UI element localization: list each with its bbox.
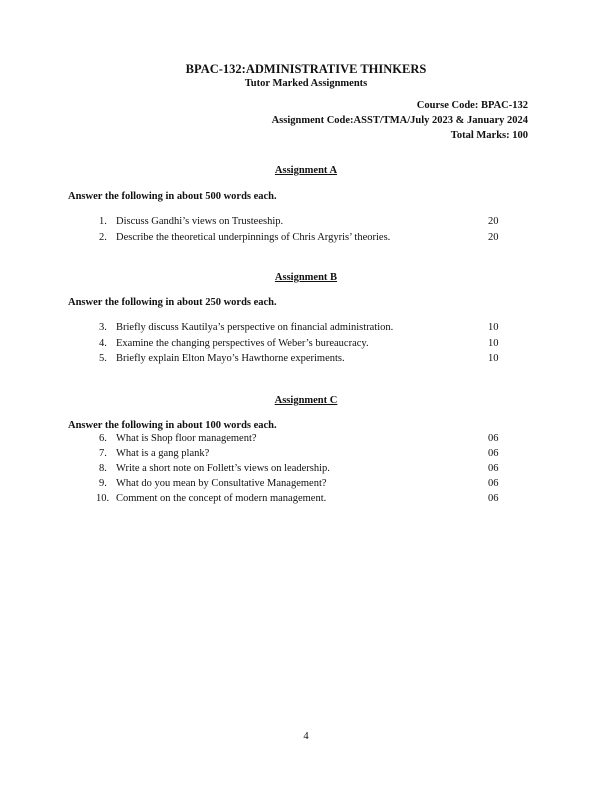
question-number: 9.	[99, 478, 107, 489]
course-code: Course Code: BPAC-132	[416, 100, 528, 111]
question-number: 1.	[99, 216, 107, 227]
question-marks: 06	[488, 448, 499, 459]
section-heading-c: Assignment C	[274, 395, 338, 406]
question-text: What do you mean by Consultative Management?	[116, 478, 327, 489]
page-number: 4	[303, 731, 309, 742]
section-heading-a: Assignment A	[274, 165, 338, 176]
question-number: 2.	[99, 232, 107, 243]
question-marks: 06	[488, 478, 499, 489]
question-text: Briefly discuss Kautilya’s perspective on financial administration.	[116, 322, 394, 333]
question-text: Briefly explain Elton Mayo’s Hawthorne experiments.	[116, 353, 345, 364]
question-text: What is Shop floor management?	[116, 433, 257, 444]
document-title: BPAC-132:ADMINISTRATIVE THINKERS	[185, 62, 427, 76]
assignment-code: Assignment Code:ASST/TMA/July 2023 & January 2024	[271, 115, 528, 126]
section-instruction-c: Answer the following in about 100 words each.	[68, 420, 277, 431]
question-marks: 20	[488, 216, 499, 227]
question-marks: 06	[488, 433, 499, 444]
question-number: 3.	[99, 322, 107, 333]
question-text: What is a gang plank?	[116, 448, 210, 459]
section-instruction-b: Answer the following in about 250 words each.	[68, 297, 277, 308]
question-number: 10.	[96, 493, 110, 504]
question-text: Examine the changing perspectives of Weber’s bureaucracy.	[116, 338, 369, 349]
section-instruction-a: Answer the following in about 500 words each.	[68, 191, 277, 202]
total-marks: Total Marks: 100	[450, 130, 528, 141]
question-text: Comment on the concept of modern management.	[116, 493, 327, 504]
question-number: 6.	[99, 433, 107, 444]
question-marks: 10	[488, 353, 499, 364]
question-number: 8.	[99, 463, 107, 474]
section-heading-b: Assignment B	[274, 272, 338, 283]
question-text: Describe the theoretical underpinnings of Chris Argyris’ theories.	[116, 232, 391, 243]
document-subtitle: Tutor Marked Assignments	[244, 78, 368, 89]
question-text: Discuss Gandhi’s views on Trusteeship.	[116, 216, 284, 227]
question-text: Write a short note on Follett’s views on leadership.	[116, 463, 330, 474]
question-marks: 06	[488, 463, 499, 474]
question-number: 7.	[99, 448, 107, 459]
question-marks: 10	[488, 338, 499, 349]
question-marks: 20	[488, 232, 499, 243]
question-marks: 06	[488, 493, 499, 504]
question-marks: 10	[488, 322, 499, 333]
question-number: 5.	[99, 353, 107, 364]
question-number: 4.	[99, 338, 107, 349]
